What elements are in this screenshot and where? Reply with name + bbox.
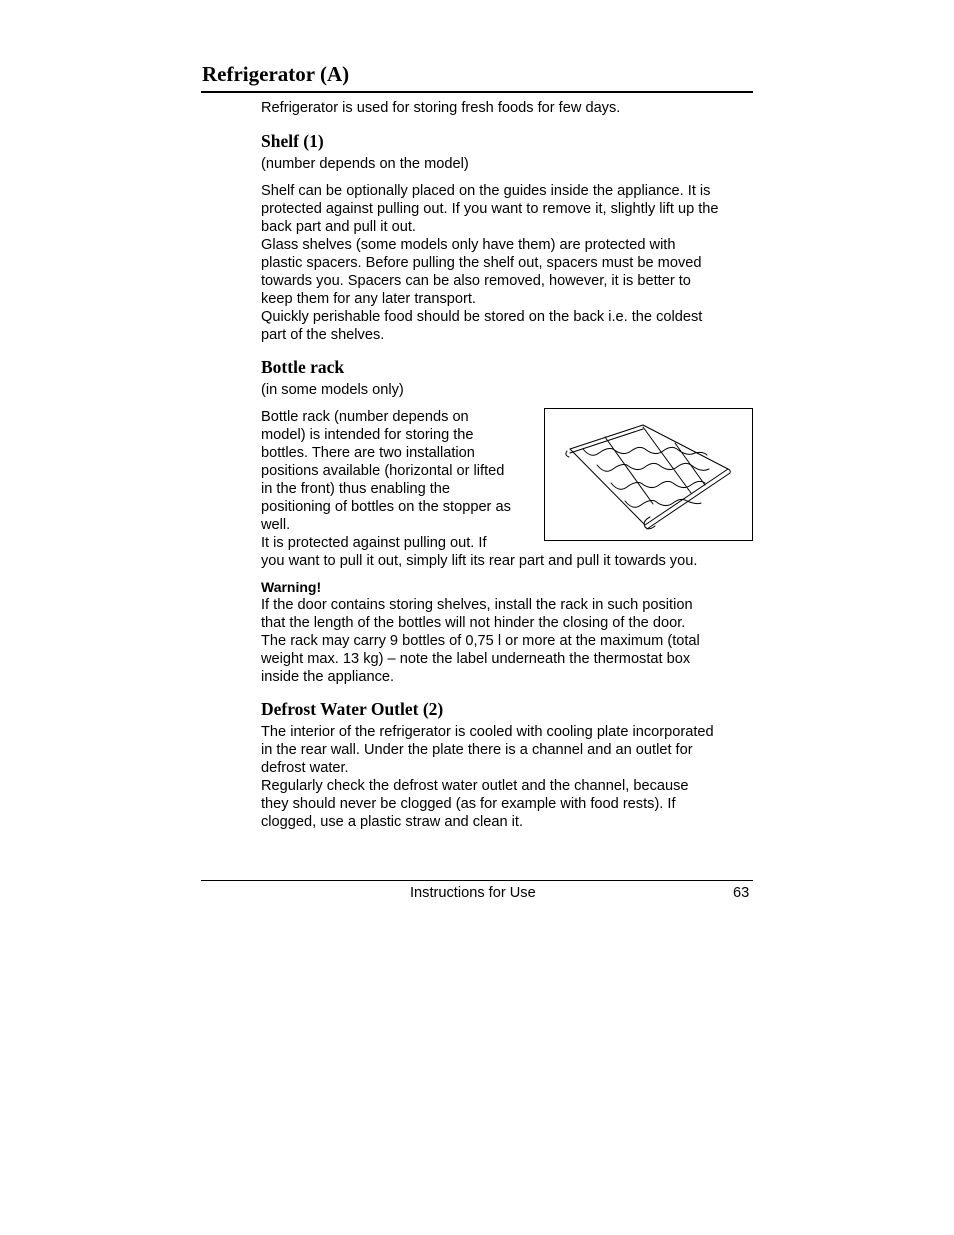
shelf-line: Quickly perishable food should be stored on the back i.e. the coldest xyxy=(261,309,703,325)
bottle-rack-warning xyxy=(261,578,756,686)
bottle-rack-line: positions available (horizontal or lifted xyxy=(261,463,505,479)
defrost-line: The interior of the refrigerator is cooled with cooling plate incorporated xyxy=(261,724,714,740)
defrost-line: clogged, use a plastic straw and clean it. xyxy=(261,814,524,830)
page-title: Refrigerator (A) xyxy=(202,62,350,86)
bottle-rack-note: (in some models only) xyxy=(261,382,404,398)
shelf-note: (number depends on the model) xyxy=(261,156,469,172)
shelf-line: part of the shelves. xyxy=(261,327,385,343)
shelf-line: Shelf can be optionally placed on the guides inside the appliance. It is xyxy=(261,183,711,199)
title-underline xyxy=(201,91,753,93)
defrost-line: Regularly check the defrost water outlet and the channel, because xyxy=(261,778,689,794)
shelf-line: Glass shelves (some models only have them) are protected with xyxy=(261,237,676,253)
bottle-rack-illustration xyxy=(544,408,753,541)
shelf-heading: Shelf (1) xyxy=(261,131,324,151)
warning-line: that the length of the bottles will not hinder the closing of the door. xyxy=(261,615,686,631)
warning-line: If the door contains storing shelves, install the rack in such position xyxy=(261,597,693,613)
footer-label: Instructions for Use xyxy=(410,885,536,901)
bottle-rack-line: Bottle rack (number depends on xyxy=(261,409,469,425)
defrost-line: in the rear wall. Under the plate there is a channel and an outlet for xyxy=(261,742,693,758)
bottle-rack-line: positioning of bottles on the stopper as xyxy=(261,499,511,515)
intro-text: Refrigerator is used for storing fresh foods for few days. xyxy=(261,100,621,116)
bottle-rack-line: It is protected against pulling out. If xyxy=(261,535,487,551)
warning-line: The rack may carry 9 bottles of 0,75 l or more at the maximum (total xyxy=(261,633,700,649)
shelf-line: keep them for any later transport. xyxy=(261,291,476,307)
bottle-rack-line: well. xyxy=(261,517,291,533)
bottle-rack-line: model) is intended for storing the xyxy=(261,427,474,443)
shelf-line: towards you. Spacers can be also removed, however, it is better to xyxy=(261,273,691,289)
page-number: 63 xyxy=(733,885,750,901)
defrost-line: they should never be clogged (as for example with food rests). If xyxy=(261,796,676,812)
bottle-rack-drawing xyxy=(545,409,752,540)
warning-line: weight max. 13 kg) – note the label underneath the thermostat box xyxy=(261,651,691,667)
defrost-line: defrost water. xyxy=(261,760,349,776)
shelf-line: back part and pull it out. xyxy=(261,219,416,235)
shelf-description xyxy=(261,182,756,344)
shelf-line: plastic spacers. Before pulling the shelf out, spacers must be moved xyxy=(261,255,702,271)
defrost-description xyxy=(261,723,756,831)
footer-rule xyxy=(201,880,753,881)
warning-label: Warning! xyxy=(261,579,322,595)
bottle-rack-line: you want to pull it out, simply lift its rear part and pull it towards you. xyxy=(261,553,698,569)
shelf-line: protected against pulling out. If you want to remove it, slightly lift up the xyxy=(261,201,719,217)
bottle-rack-heading: Bottle rack xyxy=(261,357,345,377)
bottle-rack-line: bottles. There are two installation xyxy=(261,445,475,461)
defrost-heading: Defrost Water Outlet (2) xyxy=(261,699,444,719)
bottle-rack-line: in the front) thus enabling the xyxy=(261,481,451,497)
warning-line: inside the appliance. xyxy=(261,669,395,685)
